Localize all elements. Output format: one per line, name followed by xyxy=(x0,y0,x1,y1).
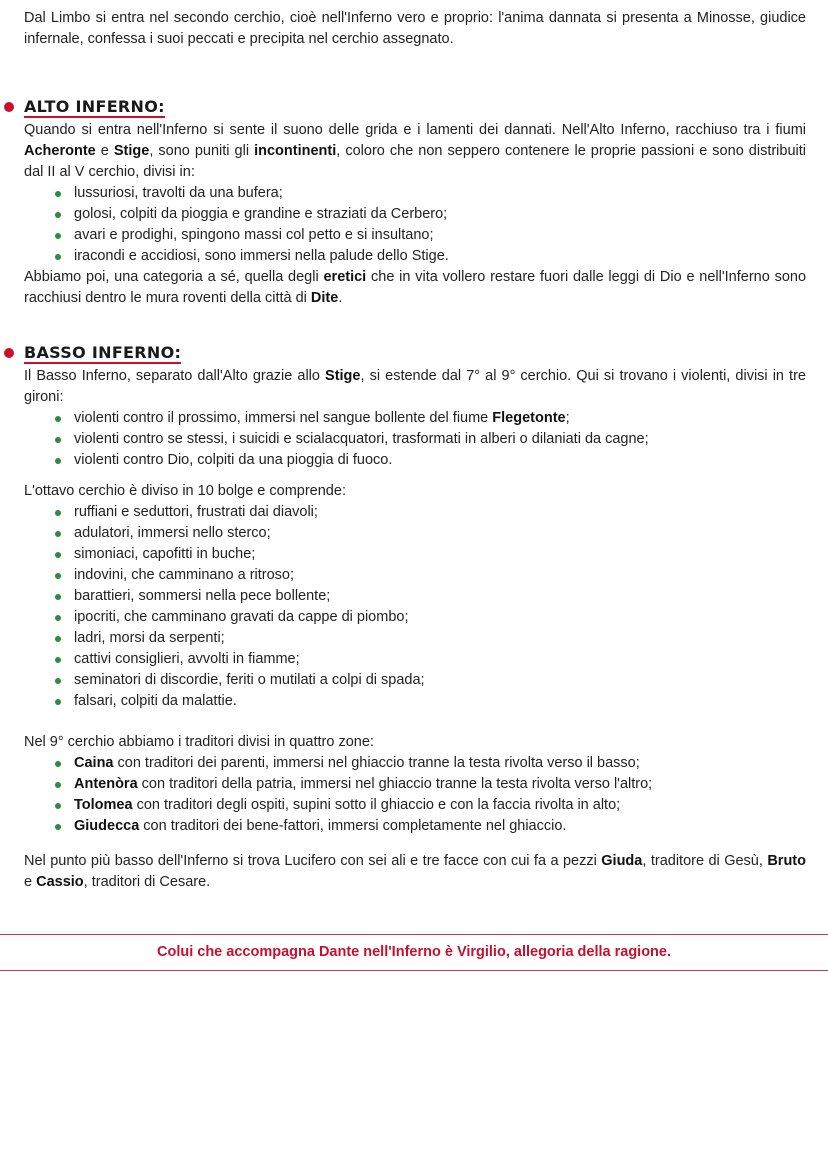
list-item: ruffiani e seduttori, frustrati dai diavoli; xyxy=(24,502,806,523)
list-item: lussuriosi, travolti da una bufera; xyxy=(24,183,806,204)
bullet-dot-icon xyxy=(4,348,14,358)
list-item: simoniaci, capofitti in buche; xyxy=(24,544,806,565)
list-item: Giudecca con traditori dei bene-fattori, immersi completamente nel ghiaccio. xyxy=(24,816,806,837)
list-item: falsari, colpiti da malattie. xyxy=(24,691,806,712)
lucifero-paragraph: Nel punto più basso dell'Inferno si trova Lucifero con sei ali e tre facce con cui fa a pezzi Giuda, traditore di Gesù, Bruto e Cassio, traditori di Cesare. xyxy=(24,853,806,890)
list-item: golosi, colpiti da pioggia e grandine e straziati da Cerbero; xyxy=(24,204,806,225)
bullet-dot-icon xyxy=(4,102,14,112)
basso-heading xyxy=(4,342,181,364)
alto-title: ALTO INFERNO: xyxy=(24,96,165,116)
alto-heading xyxy=(4,96,165,118)
nono-section xyxy=(24,732,806,837)
ottavo-section xyxy=(24,481,806,712)
list-item: ladri, morsi da serpenti; xyxy=(24,628,806,649)
footer-note: Colui che accompagna Dante nell'Inferno è Virgilio, allegoria della ragione. xyxy=(156,944,672,960)
list-item: Antenòra con traditori della patria, immersi nel ghiaccio tranne la testa rivolta verso l'altro; xyxy=(24,774,806,795)
gironi-list xyxy=(24,408,806,471)
list-item: violenti contro se stessi, i suicidi e scialacquatori, trasformati in alberi o dilaniati da cagne; xyxy=(24,429,806,450)
nono-intro: Nel 9° cerchio abbiamo i traditori divisi in quattro zone: xyxy=(24,734,374,750)
list-item: avari e prodighi, spingono massi col petto e si insultano; xyxy=(24,225,806,246)
basso-title: BASSO INFERNO: xyxy=(24,342,182,362)
list-item: indovini, che camminano a ritroso; xyxy=(24,565,806,586)
basso-section xyxy=(24,366,806,471)
ottavo-intro: L'ottavo cerchio è diviso in 10 bolge e comprende: xyxy=(24,483,346,499)
list-item: barattieri, sommersi nella pece bollente; xyxy=(24,586,806,607)
list-item: seminatori di discordie, feriti o mutilati a colpi di spada; xyxy=(24,670,806,691)
alto-paragraph-2: Abbiamo poi, una categoria a sé, quella degli eretici che in vita vollero restare fuori dalle leggi di Dio e nell'Inferno sono racchiusi dentro le mura roventi della città di Dite. xyxy=(24,269,807,306)
intro-paragraph: Dal Limbo si entra nel secondo cerchio, cioè nell'Inferno vero e proprio: l'anima dannata si presenta a Minosse, giudice infernale, confessa i suoi peccati e precipita nel cerchio assegnato. xyxy=(24,10,806,47)
bottom-divider xyxy=(0,970,828,971)
list-item: iracondi e accidiosi, sono immersi nella palude dello Stige. xyxy=(24,246,806,267)
alto-paragraph-1: Quando si entra nell'Inferno si sente il suono delle grida e i lamenti dei dannati. Nell'Alto Inferno, racchiuso tra i fiumi Acheronte e Stige, sono puniti gli incontinenti, coloro che non seppero contenere le proprie passioni e sono distribuiti dal II al V cerchio, divisi in: xyxy=(24,122,807,180)
intro-section xyxy=(24,8,806,50)
alto-list xyxy=(24,183,806,267)
basso-paragraph-1: Il Basso Inferno, separato dall'Alto grazie allo Stige, si estende dal 7° al 9° cerchio. Qui si trovano i violenti, divisi in tre gironi: xyxy=(24,368,806,405)
alto-section xyxy=(24,120,806,309)
list-item: Tolomea con traditori degli ospiti, supini sotto il ghiaccio e con la faccia rivolta in alto; xyxy=(24,795,806,816)
list-item: cattivi consiglieri, avvolti in fiamme; xyxy=(24,649,806,670)
list-item: violenti contro Dio, colpiti da una pioggia di fuoco. xyxy=(24,450,806,471)
list-item: violenti contro il prossimo, immersi nel sangue bollente del fiume Flegetonte; xyxy=(24,408,806,429)
list-item: adulatori, immersi nello sterco; xyxy=(24,523,806,544)
list-item: Caina con traditori dei parenti, immersi nel ghiaccio tranne la testa rivolta verso il basso; xyxy=(24,753,806,774)
lucifero-section xyxy=(24,851,806,893)
top-divider xyxy=(0,934,828,935)
list-item: ipocriti, che camminano gravati da cappe di piombo; xyxy=(24,607,806,628)
bolge-list xyxy=(24,502,806,712)
zone-list xyxy=(24,753,806,837)
